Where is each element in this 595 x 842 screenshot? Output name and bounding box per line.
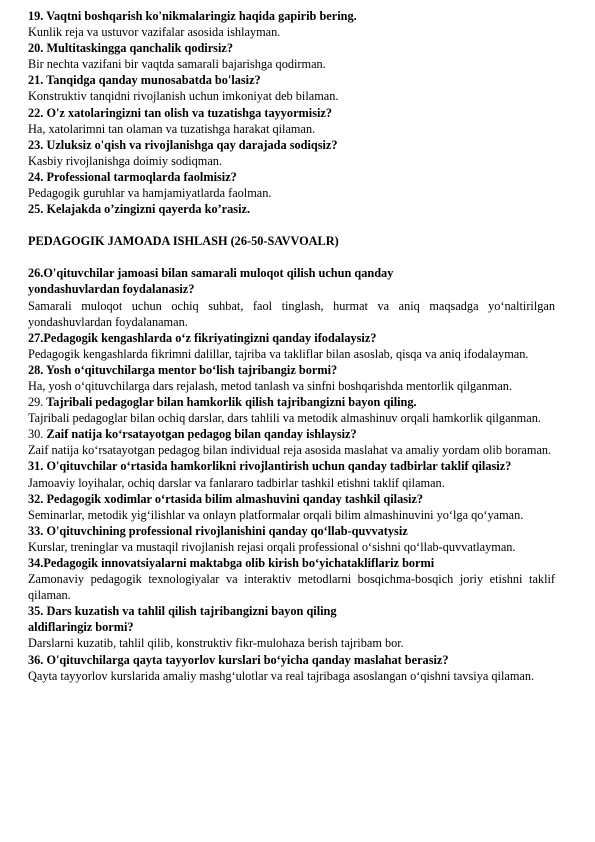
- answer-28: Ha, yosh o‘qituvchilarga dars rejalash, metod tanlash va sinfni boshqarishda mentorlik qilganman.: [28, 378, 513, 393]
- question-29: [28, 394, 555, 410]
- answer-24: Pedagogik guruhlar va hamjamiyatlarda faolman.: [28, 186, 272, 201]
- document-page: [28, 8, 555, 684]
- question-35: [28, 603, 555, 635]
- question-26: [28, 265, 555, 297]
- answer-36: Qayta tayyorlov kurslarida amaliy mashg‘ulotlar va real tajribaga asoslangan o‘qishni tavsiya qilaman.: [28, 668, 535, 683]
- question-32: 32. Pedagogik xodimlar o‘rtasida bilim almashuvini qanday tashkil qilasiz?: [28, 491, 424, 506]
- answer-35: Darslarni kuzatib, tahlil qilib, konstruktiv fikr-mulohaza berish tajribam bor.: [28, 636, 404, 651]
- answer-29: Tajribali pedagoglar bilan ochiq darslar, dars tahlili va metodik almashinuv orqali hamkorlik qilganman.: [28, 411, 541, 426]
- spacer: [28, 217, 555, 233]
- question-23: 23. Uzluksiz o'qish va rivojlanishga qay darajada sodiqsiz?: [28, 137, 338, 152]
- answer-33: Kurslar, treninglar va mustaqil rivojlanish rejasi orqali professional o‘sishni qo‘llab-quvvatlayman.: [28, 539, 516, 554]
- answer-23: Kasbiy rivojlanishga doimiy sodiqman.: [28, 153, 223, 168]
- question-36: 36. O'qituvchilarga qayta tayyorlov kurslari bo‘yicha qanday maslahat berasiz?: [28, 652, 449, 667]
- answer-32: Seminarlar, metodik yig‘ilishlar va onlayn platformalar orqali bilim almashinuvini yo‘lga qo‘yaman.: [28, 507, 524, 522]
- question-26-line2: yondashuvlardan foydalanasiz?: [28, 282, 195, 297]
- question-19: 19. Vaqtni boshqarish ko'nikmalaringiz haqida gapirib bering.: [28, 9, 357, 23]
- question-33: 33. O'qituvchining professional rivojlanishini qanday qo‘llab-quvvatysiz: [28, 523, 408, 538]
- answer-34: Zamonaviy pedagogik texnologiyalar va interaktiv metodlarni bosqichma-bosqich joriy etishni taklif qilaman.: [28, 572, 555, 603]
- question-30-number: 30.: [28, 427, 44, 442]
- spacer: [28, 249, 555, 265]
- answer-20: Bir nechta vazifani bir vaqtda samarali bajarishga qodirman.: [28, 57, 326, 72]
- question-30: [28, 426, 555, 442]
- answer-21: Konstruktiv tanqidni rivojlanish uchun imkoniyat deb bilaman.: [28, 89, 339, 104]
- question-35-line2: aldiflaringiz bormi?: [28, 620, 134, 635]
- question-30-text: Zaif natija ko‘rsatayotgan pedagog bilan qanday ishlaysiz?: [43, 427, 357, 442]
- question-26-line1: 26.O'qituvchilar jamoasi bilan samarali muloqot qilish uchun qanday: [28, 266, 394, 281]
- answer-26: Samarali muloqot uchun ochiq suhbat, faol tinglash, hurmat va aniq maqsadga yo‘naltirilgan yondashuvlardan foydalanaman.: [28, 298, 555, 329]
- question-34: 34.Pedagogik innovatsiyalarni maktabga olib kirish bo‘yichatakliflariz bormi: [28, 556, 435, 570]
- question-29-number: 29.: [28, 395, 44, 410]
- answer-30: Zaif natija ko‘rsatayotgan pedagog bilan individual reja asosida maslahat va amaliy yordam olib boraman.: [28, 443, 552, 458]
- question-31: 31. O'qituvchilar o‘rtasida hamkorlikni rivojlantirish uchun qanday tadbirlar taklif qilasiz?: [28, 459, 512, 474]
- section-title: PEDAGOGIK JAMOADA ISHLASH (26-50-SAVVOALR): [28, 234, 339, 249]
- question-21: 21. Tanqidga qanday munosabatda bo'lasiz?: [28, 73, 261, 88]
- question-25: 25. Kelajakda o’zingizni qayerda ko’rasiz.: [28, 202, 251, 217]
- question-29-text: Tajribali pedagoglar bilan hamkorlik qilish tajribangizni bayon qiling.: [43, 395, 417, 410]
- answer-22: Ha, xatolarimni tan olaman va tuzatishga harakat qilaman.: [28, 121, 316, 136]
- answer-31: Jamoaviy loyihalar, ochiq darslar va fanlararo tadbirlar tashkil etishni taklif qilaman.: [28, 475, 445, 490]
- question-27: 27.Pedagogik kengashlarda o‘z fikriyatingizni qanday ifodalaysiz?: [28, 330, 377, 345]
- question-20: 20. Multitaskingga qanchalik qodirsiz?: [28, 41, 233, 56]
- question-35-line1: 35. Dars kuzatish va tahlil qilish tajribangizni bayon qiling: [28, 604, 337, 619]
- answer-19: Kunlik reja va ustuvor vazifalar asosida ishlayman.: [28, 25, 281, 40]
- question-24: 24. Professional tarmoqlarda faolmisiz?: [28, 169, 237, 184]
- question-28: 28. Yosh o‘qituvchilarga mentor bo‘lish tajribangiz bormi?: [28, 362, 338, 377]
- question-22: 22. O'z xatolaringizni tan olish va tuzatishga tayyormisiz?: [28, 105, 332, 120]
- answer-27: Pedagogik kengashlarda fikrimni dalillar, tajriba va takliflar bilan asoslab, qisqa va aniq ifodalayman.: [28, 346, 529, 361]
